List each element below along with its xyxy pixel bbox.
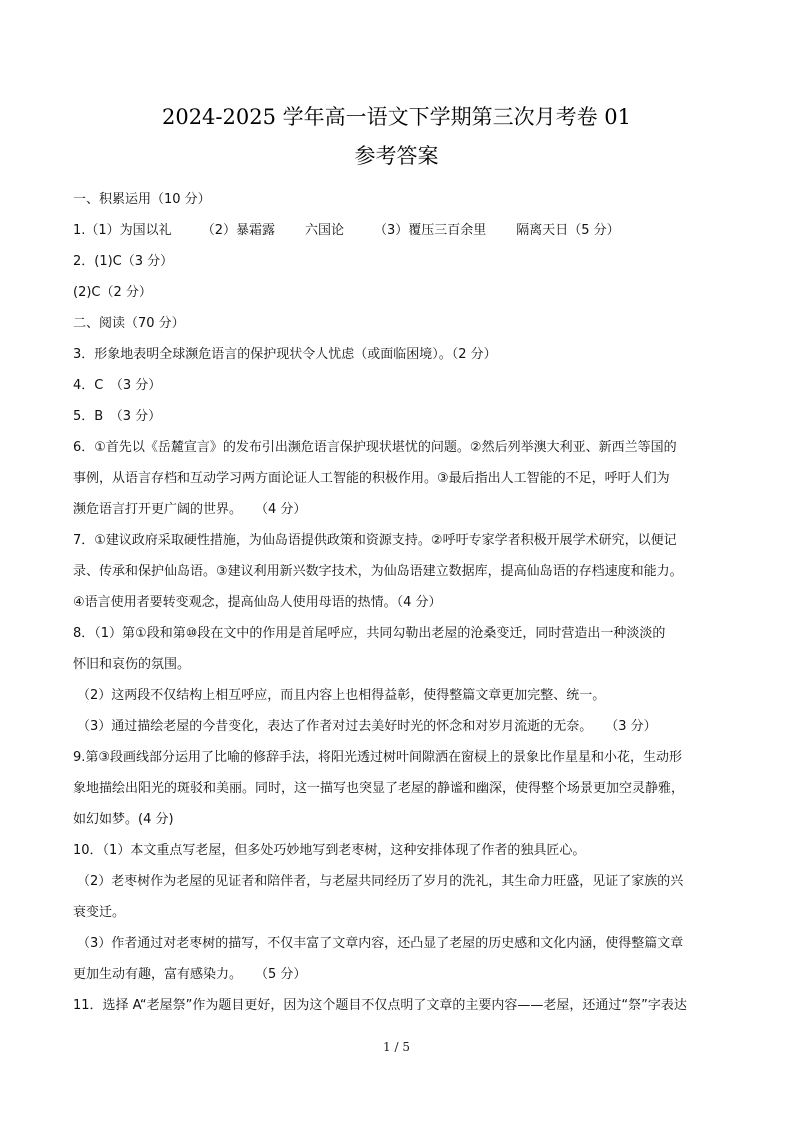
answer-q7-line: 录、传承和保护仙岛语。③建议利用新兴数字技术，为仙岛语建立数据库，提高仙岛语的存档速度和能力。 xyxy=(73,564,683,579)
document-subtitle: 参考答案 xyxy=(354,144,439,168)
answer-q9-line: 9.第③段画线部分运用了比喻的修辞手法，将阳光透过树叶间隙洒在窗棂上的景象比作星星和小花，生动形 xyxy=(73,750,683,765)
q1-part-c: 六国论 xyxy=(304,223,344,238)
q1-part-d: （3）覆压三百余里 xyxy=(373,223,487,238)
answer-q6-line: 6．①首先以《岳麓宣言》的发布引出濒危语言保护现状堪忧的问题。②然后列举澳大利亚、新西兰等国的 xyxy=(73,440,677,455)
answer-q10-line: 更加生动有趣，富有感染力。 （5 分） xyxy=(73,967,307,982)
answer-q7-line: 7．①建议政府采取硬性措施，为仙岛语提供政策和资源支持。②呼吁专家学者积极开展学术研究，以便记 xyxy=(73,533,677,548)
answer-q6-line: 濒危语言打开更广阔的世界。 （4 分） xyxy=(73,502,307,517)
answer-q2-1: 2．(1)C（3 分） xyxy=(73,254,174,269)
answer-q7-line: ④语言使用者要转变观念，提高仙岛人使用母语的热情。（4 分） xyxy=(73,595,442,610)
answer-body xyxy=(73,184,723,1021)
section-heading-1: 一、积累运用（10 分） xyxy=(73,192,211,207)
answer-q8-line: 8．（1）第①段和第⑩段在文中的作用是首尾呼应，共同勾勒出老屋的沧桑变迁，同时营造出一种淡淡的 xyxy=(73,626,666,641)
answer-q3: 3．形象地表明全球濒危语言的保护现状令人忧虑（或面临困境）。（2 分） xyxy=(73,347,497,362)
answer-q1 xyxy=(73,215,723,246)
answer-q8-line: （3）通过描绘老屋的今昔变化，表达了作者对过去美好时光的怀念和对岁月流逝的无奈。 （3 分） xyxy=(77,719,657,734)
answer-q6-line: 事例，从语言存档和互动学习两方面论证人工智能的积极作用。③最后指出人工智能的不足，呼吁人们为 xyxy=(73,471,670,486)
answer-q9-line: 如幻如梦。(4 分) xyxy=(73,812,174,827)
answer-q10-line: 衰变迁。 xyxy=(73,905,126,920)
answer-q10-line: （3）作者通过对老枣树的描写，不仅丰富了文章内容，还凸显了老屋的历史感和文化内涵，使得整篇文章 xyxy=(77,936,684,951)
answer-q8-line: 怀旧和哀伤的氛围。 xyxy=(73,657,191,672)
q1-part-b: （2）暴霜露 xyxy=(201,223,275,238)
q1-part-e: 隔离天日（5 分） xyxy=(516,223,620,238)
answer-q10-line: 10．（1）本文重点写老屋，但多处巧妙地写到老枣树，这种安排体现了作者的独具匠心。 xyxy=(73,843,586,858)
answer-q2-2: (2)C（2 分） xyxy=(73,285,152,300)
document-title: 2024-2025 学年高一语文下学期第三次月考卷 01 xyxy=(161,105,632,129)
answer-q4: 4．C （3 分） xyxy=(73,378,162,393)
answer-q10-line: （2）老枣树作为老屋的见证者和陪伴者，与老屋共同经历了岁月的洗礼，其生命力旺盛，见证了家族的兴 xyxy=(77,874,684,889)
answer-q5: 5．B （3 分） xyxy=(73,409,162,424)
answer-q8-line: （2）这两段不仅结构上相互呼应，而且内容上也相得益彰，使得整篇文章更加完整、统一。 xyxy=(77,688,606,703)
page-number: 1 / 5 xyxy=(383,1040,410,1054)
q1-part-a: 1.（1）为国以礼 xyxy=(73,223,172,238)
answer-q9-line: 象地描绘出阳光的斑驳和美丽。同时，这一描写也突显了老屋的静谧和幽深，使得整个场景更加空灵静雅， xyxy=(73,781,685,796)
answer-q11-line: 11．选择 A“老屋祭”作为题目更好，因为这个题目不仅点明了文章的主要内容——老屋，还通过“祭”字表达 xyxy=(73,998,687,1013)
section-heading-2: 二、阅读（70 分） xyxy=(73,316,185,331)
